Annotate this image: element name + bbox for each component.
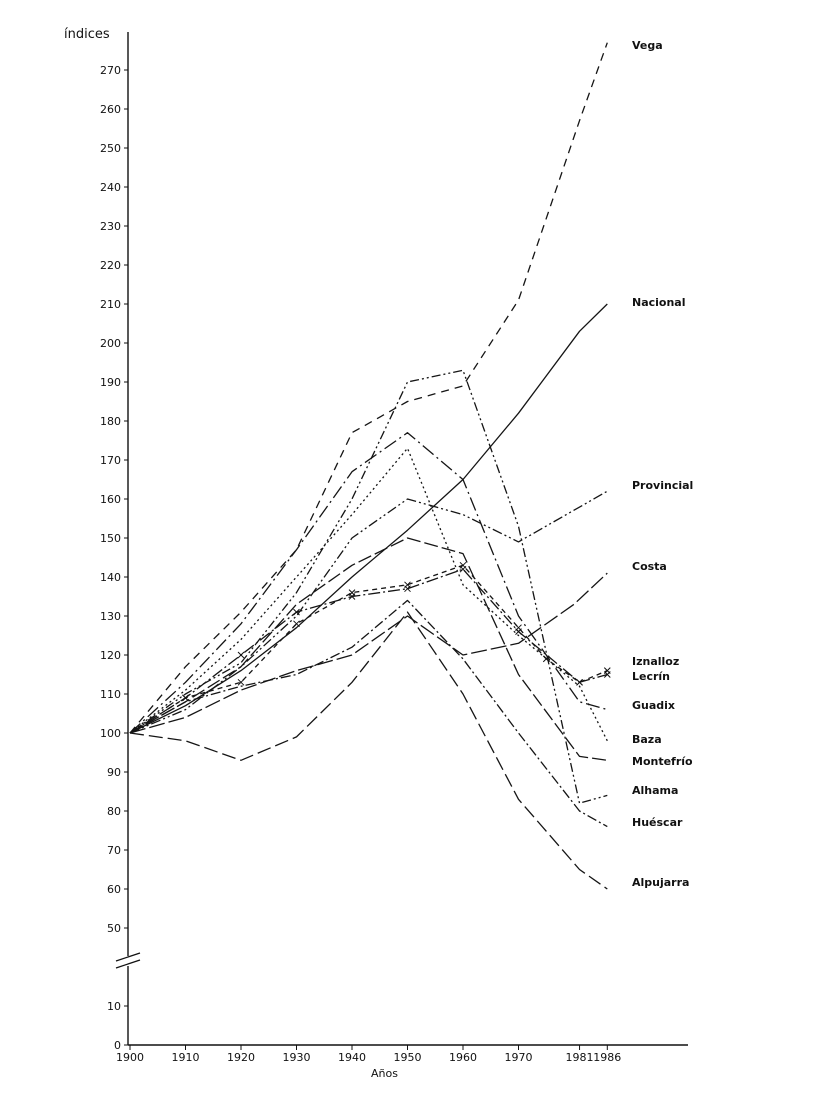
series-label-baza: Baza: [632, 733, 662, 746]
series-line-guadix: [130, 433, 607, 733]
x-tick-label: 1940: [338, 1051, 366, 1064]
series-lines: [130, 43, 610, 889]
series-label-huescar: Huéscar: [632, 816, 683, 829]
series-line-huescar: [130, 600, 607, 826]
y-tick-label: 170: [100, 454, 121, 467]
y-tick-label: 110: [100, 688, 121, 701]
x-tick-label: 1950: [393, 1051, 422, 1064]
series-label-alhama: Alhama: [632, 784, 679, 797]
x-tick-label: 1970: [504, 1051, 533, 1064]
y-tick-label: 200: [100, 337, 121, 350]
x-tick-label: 1900: [116, 1051, 144, 1064]
data-point-lecrin: [516, 629, 522, 635]
data-point-iznalloz: [294, 621, 300, 627]
x-tick-label: 1930: [282, 1051, 311, 1064]
y-tick-label: 90: [107, 766, 121, 779]
y-tick-label: 180: [100, 415, 121, 428]
y-tick-label: 190: [100, 376, 121, 389]
y-tick-label: 240: [100, 181, 121, 194]
y-tick-label: 100: [100, 727, 121, 740]
series-label-iznalloz: Iznalloz: [632, 655, 680, 668]
series-line-lecrin: [130, 569, 607, 733]
y-tick-label: 210: [100, 298, 121, 311]
series-line-vega: [130, 43, 607, 733]
x-tick-label: 1981: [565, 1051, 594, 1064]
series-line-iznalloz: [130, 565, 607, 733]
y-tick-label: 50: [107, 922, 121, 935]
series-label-nacional: Nacional: [632, 296, 686, 309]
series-label-provincial: Provincial: [632, 479, 694, 492]
y-tick-label: 260: [100, 103, 121, 116]
series-line-montefrio: [130, 538, 607, 760]
y-axis-title: índices: [64, 27, 110, 42]
series-labels: [632, 39, 693, 889]
series-label-costa: Costa: [632, 560, 667, 573]
x-ticks: [116, 1045, 621, 1064]
series-label-alpujarra: Alpujarra: [632, 876, 690, 889]
y-tick-label: 80: [107, 805, 121, 818]
data-point-lecrin: [405, 586, 411, 592]
y-tick-label: 150: [100, 532, 121, 545]
y-tick-label: 230: [100, 220, 121, 233]
series-label-montefrio: Montefrío: [632, 755, 693, 768]
series-line-alhama: [130, 370, 607, 803]
x-tick-label: 1960: [449, 1051, 477, 1064]
series-label-vega: Vega: [632, 39, 663, 52]
y-ticks: [100, 64, 128, 1052]
series-line-costa: [130, 573, 607, 733]
y-tick-label: 250: [100, 142, 121, 155]
y-tick-label: 160: [100, 493, 121, 506]
x-tick-label: 1910: [171, 1051, 200, 1064]
data-point-lecrin: [238, 652, 244, 658]
x-axis-title: Años: [371, 1067, 398, 1080]
y-tick-label: 130: [100, 610, 121, 623]
series-label-lecrin: Lecrín: [632, 670, 671, 683]
x-tick-label: 1920: [227, 1051, 255, 1064]
series-line-alpujarra: [130, 612, 607, 889]
y-tick-label: 140: [100, 571, 121, 584]
y-tick-label: 270: [100, 64, 121, 77]
y-tick-label: 0: [114, 1039, 121, 1052]
y-tick-label: 60: [107, 883, 121, 896]
y-tick-label: 10: [107, 1000, 121, 1013]
y-tick-label: 70: [107, 844, 121, 857]
x-tick-label: 1986: [593, 1051, 622, 1064]
series-line-nacional: [130, 304, 607, 733]
y-tick-label: 220: [100, 259, 121, 272]
series-label-guadix: Guadix: [632, 699, 676, 712]
data-point-lecrin: [460, 566, 466, 572]
y-tick-label: 120: [100, 649, 121, 662]
